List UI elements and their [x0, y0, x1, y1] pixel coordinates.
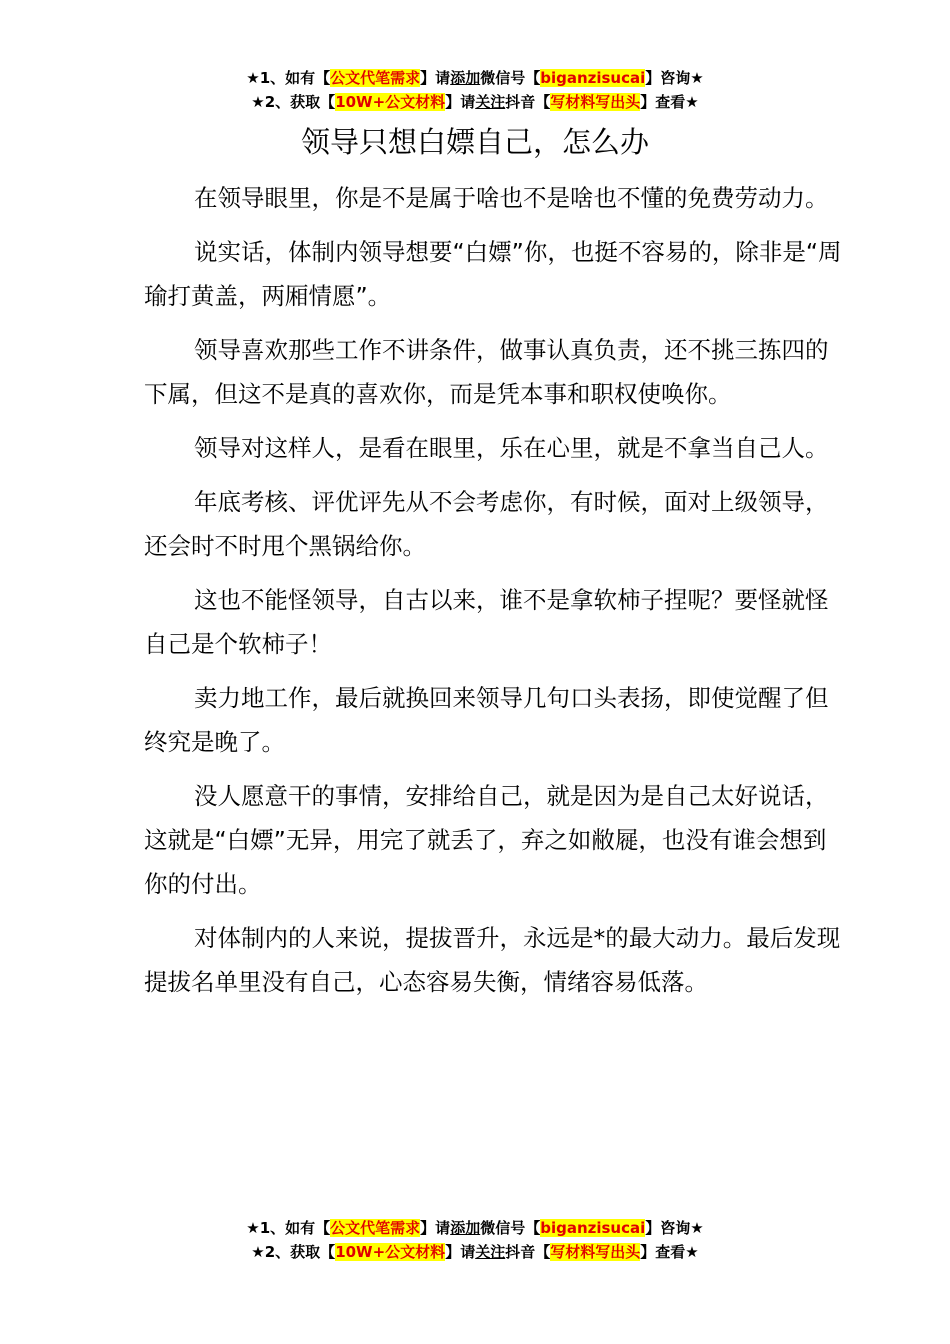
banner-line-2 [0, 90, 950, 114]
banner-text: 】请 [420, 1219, 451, 1237]
banner-text: 】请 [445, 1243, 476, 1261]
banner-line-1 [0, 66, 950, 90]
banner-highlight-account: 写材料写出头 [550, 93, 641, 111]
bottom-banner [0, 1216, 950, 1264]
banner-highlight-materials: 10W+公文材料 [335, 1243, 446, 1261]
banner-text: 】请 [445, 93, 476, 111]
banner-highlight-service: 公文代笔需求 [330, 69, 421, 87]
banner-text: 抖音【 [505, 93, 551, 111]
banner-underline-add: 添加 [450, 69, 481, 87]
banner-text: ★2、获取【 [251, 93, 336, 111]
paragraph: 领导喜欢那些工作不讲条件，做事认真负责，还不挑三拣四的下属，但这不是真的喜欢你，而是凭本事和职权使唤你。 [144, 336, 829, 408]
banner-text: 】查看★ [640, 93, 699, 111]
banner-highlight-service: 公文代笔需求 [330, 1219, 421, 1237]
article-body [144, 176, 844, 1014]
banner-text: 抖音【 [505, 1243, 551, 1261]
paragraph: 这也不能怪领导，自古以来，谁不是拿软柿子捏呢？要怪就怪自己是个软柿子！ [144, 586, 829, 658]
banner-text: 】咨询★ [645, 1219, 704, 1237]
banner-text: ★1、如有【 [246, 1219, 331, 1237]
banner-text: 微信号【 [480, 69, 541, 87]
paragraph: 对体制内的人来说，提拔晋升，永远是*的最大动力。最后发现提拔名单里没有自己，心态容易失衡，情绪容易低落。 [144, 924, 841, 996]
banner-text: 】查看★ [640, 1243, 699, 1261]
banner-highlight-materials: 10W+公文材料 [335, 93, 446, 111]
banner-text: 】请 [420, 69, 451, 87]
banner-underline-follow: 关注 [475, 93, 506, 111]
paragraph: 年底考核、评优评先从不会考虑你，有时候，面对上级领导，还会时不时甩个黑锅给你。 [144, 488, 829, 560]
paragraph: 卖力地工作，最后就换回来领导几句口头表扬，即使觉醒了但终究是晚了。 [144, 684, 829, 756]
paragraph: 没人愿意干的事情，安排给自己，就是因为是自己太好说话，这就是“白嫖”无异，用完了就丢了，弃之如敝屣，也没有谁会想到你的付出。 [144, 782, 829, 898]
banner-highlight-wechat: biganzisucai [540, 69, 646, 87]
banner-text: 】咨询★ [645, 69, 704, 87]
banner-line-2 [0, 1240, 950, 1264]
banner-line-1 [0, 1216, 950, 1240]
banner-text: ★1、如有【 [246, 69, 331, 87]
paragraph: 说实话，体制内领导想要“白嫖”你，也挺不容易的，除非是“周瑜打黄盖，两厢情愿”。 [144, 238, 842, 310]
banner-underline-follow: 关注 [475, 1243, 506, 1261]
banner-text: ★2、获取【 [251, 1243, 336, 1261]
paragraph: 在领导眼里，你是不是属于啥也不是啥也不懂的免费劳动力。 [194, 184, 829, 212]
banner-highlight-account: 写材料写出头 [550, 1243, 641, 1261]
banner-underline-add: 添加 [450, 1219, 481, 1237]
paragraph: 领导对这样人，是看在眼里，乐在心里，就是不拿当自己人。 [194, 434, 829, 462]
banner-highlight-wechat: biganzisucai [540, 1219, 646, 1237]
banner-text: 微信号【 [480, 1219, 541, 1237]
top-banner [0, 66, 950, 114]
document-title: 领导只想白嫖自己，怎么办 [300, 125, 649, 159]
